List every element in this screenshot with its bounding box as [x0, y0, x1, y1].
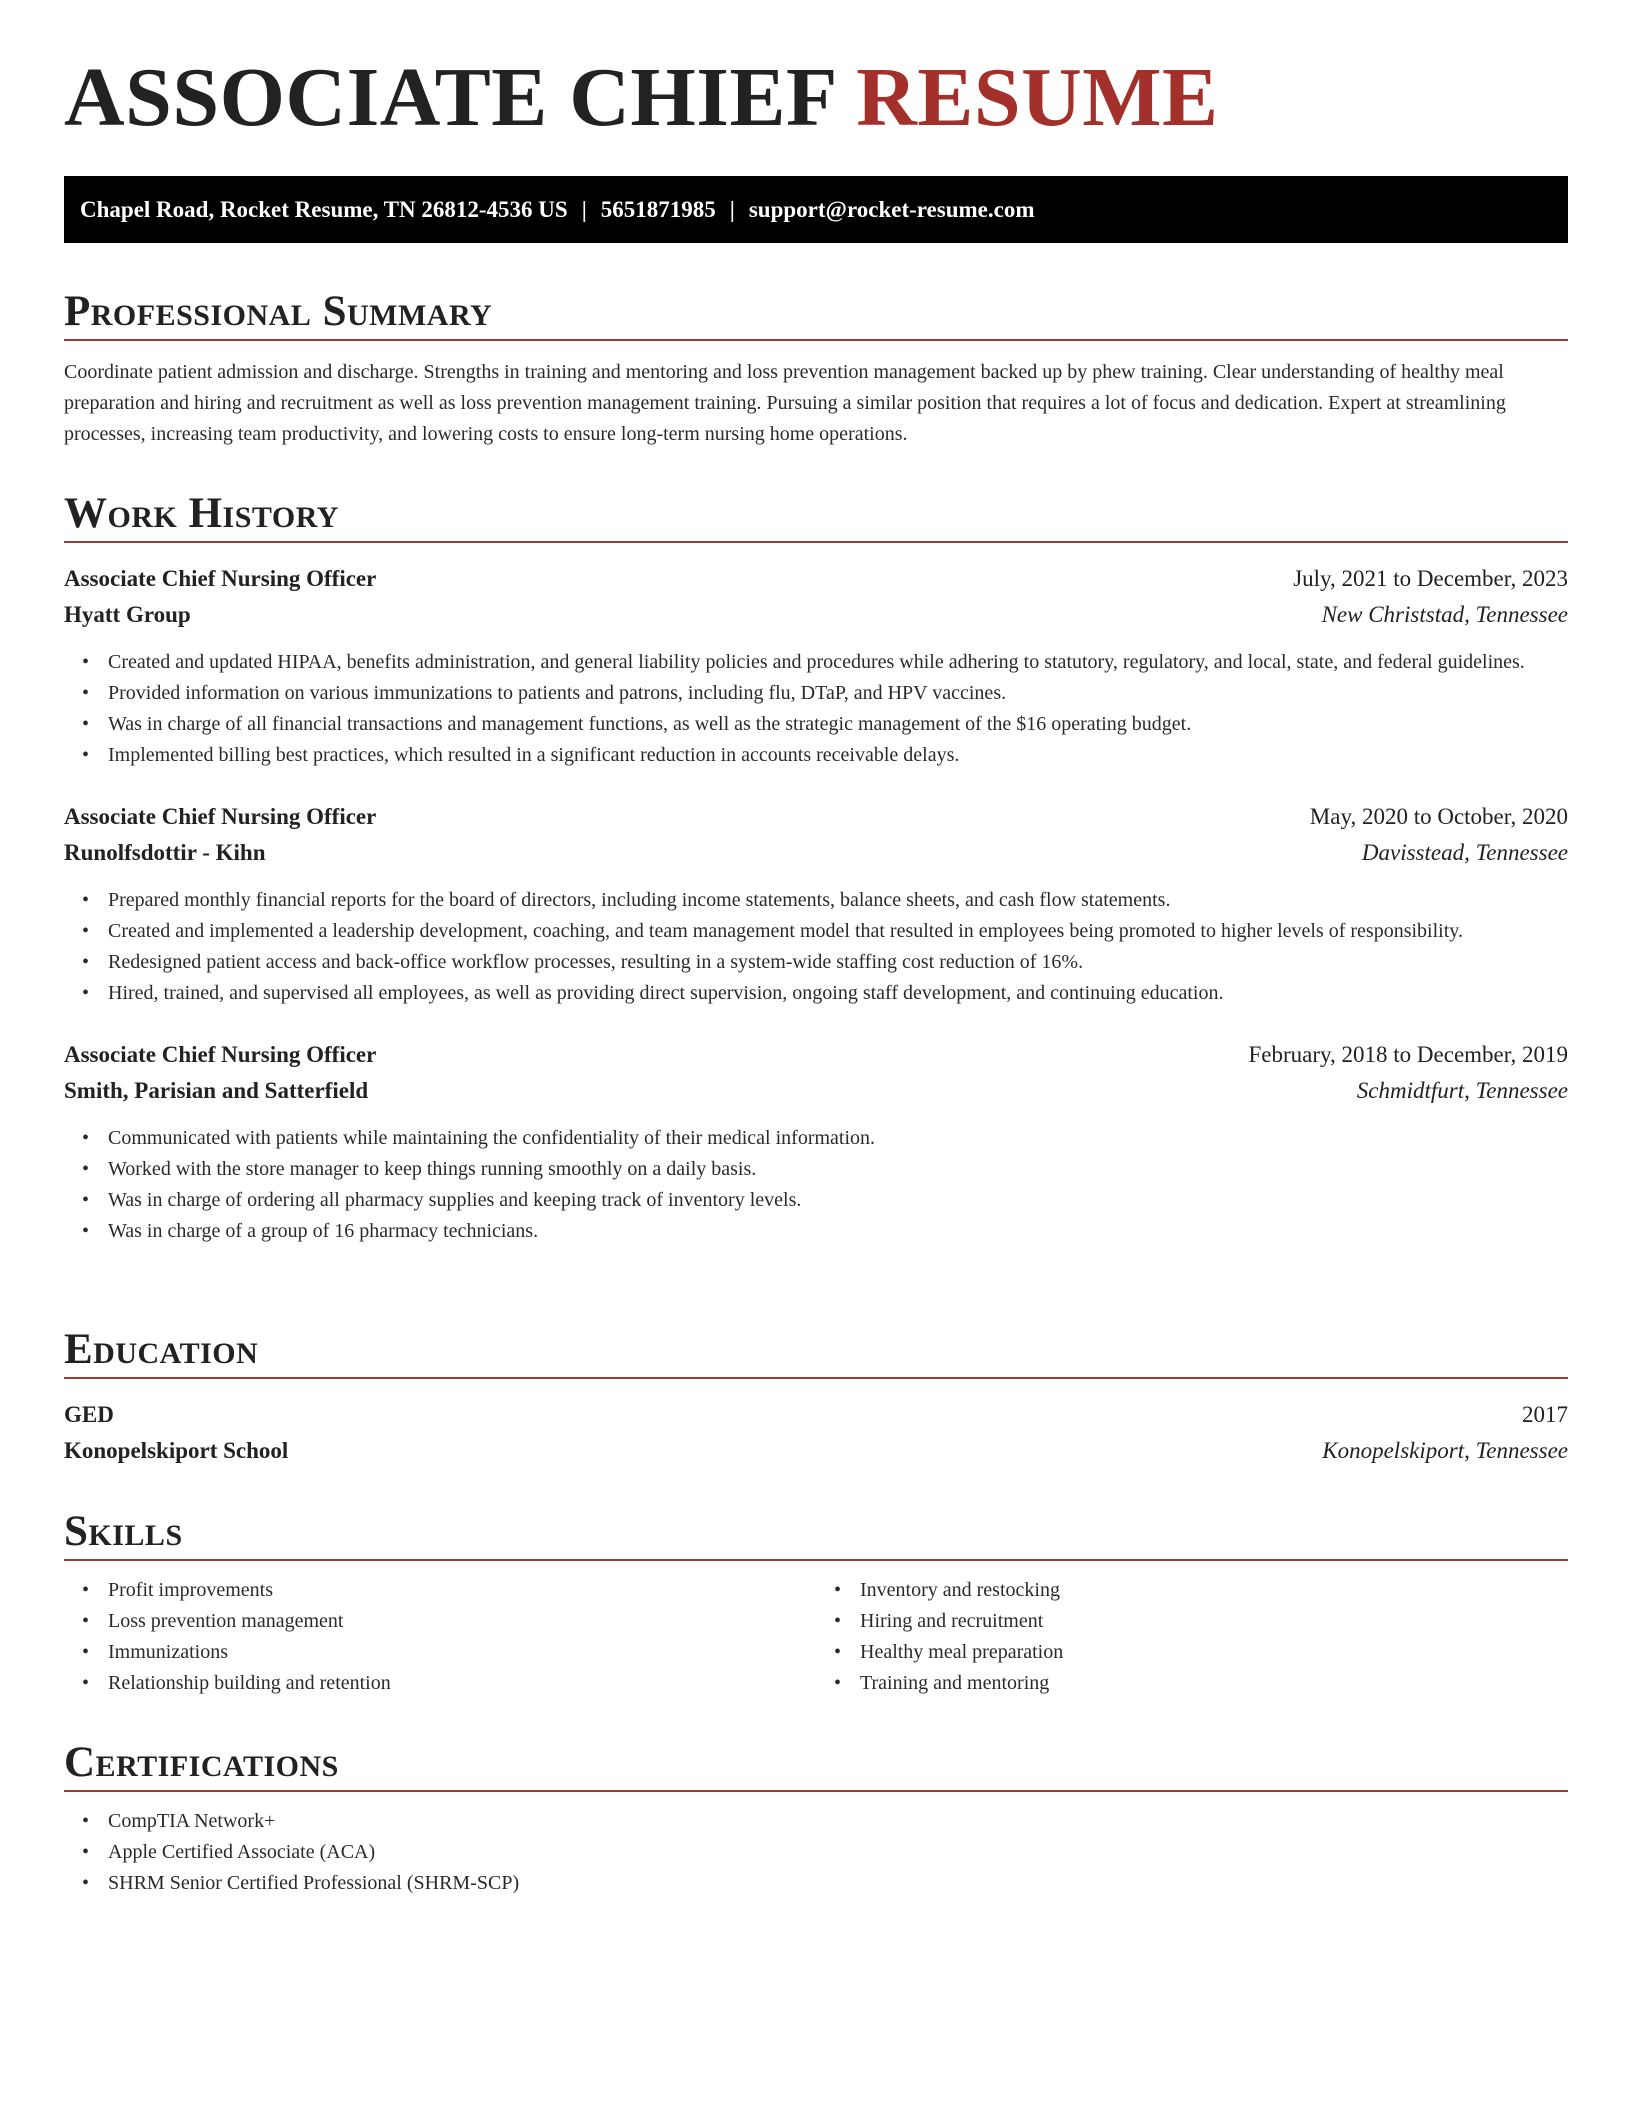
skill-item: • Immunizations	[108, 1637, 816, 1668]
certification-item: • SHRM Senior Certified Professional (SHRM-SCP)	[108, 1868, 1568, 1899]
job-entry	[64, 561, 1568, 771]
skill-item: • Loss prevention management	[108, 1606, 816, 1637]
title-main: ASSOCIATE CHIEF	[64, 51, 835, 144]
skill-item: • Profit improvements	[108, 1575, 816, 1606]
section-divider	[64, 339, 1568, 341]
summary-section	[64, 287, 1568, 450]
summary-text: Coordinate patient admission and discharge. Strengths in training and mentoring and loss prevention management backed up by phew training. Clear understanding of healthy meal preparation and hiring and recruitment as well as loss prevention management training. Pursuing a similar position that requires a lot of focus and dedication. Expert at streamlining processes, increasing team productivity, and lowering costs to ensure long-term nursing home operations.	[64, 361, 1506, 445]
certifications-list	[64, 1806, 1568, 1899]
job-bullet: • Was in charge of ordering all pharmacy supplies and keeping track of inventory levels.	[108, 1185, 1568, 1216]
job-bullet: • Created and updated HIPAA, benefits administration, and general liability policies and procedures while adhering to statutory, regulatory, and local, state, and federal guidelines.	[108, 647, 1568, 678]
certifications-section	[64, 1738, 1568, 1899]
job-dates: February, 2018 to December, 2019	[1248, 1042, 1568, 1067]
certification-item: • Apple Certified Associate (ACA)	[108, 1837, 1568, 1868]
job-bullet: • Redesigned patient access and back-office workflow processes, resulting in a system-wide staffing cost reduction of 16%.	[108, 947, 1568, 978]
section-heading: Certifications	[64, 1739, 339, 1786]
skill-item: • Healthy meal preparation	[860, 1637, 1568, 1668]
contact-separator: |	[729, 197, 735, 222]
job-header-row	[64, 561, 1568, 597]
skills-list-left	[64, 1575, 816, 1699]
job-location: Schmidtfurt, Tennessee	[1356, 1078, 1568, 1103]
contact-separator: |	[581, 197, 587, 222]
job-bullet: • Was in charge of all financial transactions and management functions, as well as the strategic management of the $16 operating budget.	[108, 709, 1568, 740]
job-bullet: • Implemented billing best practices, which resulted in a significant reduction in accounts receivable delays.	[108, 740, 1568, 771]
job-bullet: • Hired, trained, and supervised all employees, as well as providing direct supervision, ongoing staff development, and continuing education.	[108, 978, 1568, 1009]
education-school: Konopelskiport School	[64, 1438, 289, 1463]
resume-page	[64, 0, 1568, 1894]
job-bullets	[64, 1123, 1568, 1247]
education-degree: GED	[64, 1402, 114, 1427]
certification-item: • CompTIA Network+	[108, 1806, 1568, 1837]
job-bullet: • Prepared monthly financial reports for the board of directors, including income statements, balance sheets, and cash flow statements.	[108, 885, 1568, 916]
education-entry	[64, 1397, 1568, 1469]
job-company: Smith, Parisian and Satterfield	[64, 1078, 369, 1103]
job-company-row	[64, 835, 1568, 871]
job-bullet: • Communicated with patients while maintaining the confidentiality of their medical information.	[108, 1123, 1568, 1154]
skill-item: • Training and mentoring	[860, 1668, 1568, 1699]
section-divider	[64, 1377, 1568, 1379]
contact-phone[interactable]: 5651871985	[600, 197, 716, 222]
section-heading: Professional Summary	[64, 288, 493, 335]
job-location: New Christstad, Tennessee	[1321, 602, 1568, 627]
job-bullet: • Created and implemented a leadership development, coaching, and team management model that resulted in employees being promoted to higher levels of responsibility.	[108, 916, 1568, 947]
section-divider	[64, 541, 1568, 543]
section-divider	[64, 1559, 1568, 1561]
job-bullets	[64, 885, 1568, 1009]
job-header-row	[64, 799, 1568, 835]
skills-grid	[64, 1575, 1568, 1699]
skill-item: • Relationship building and retention	[108, 1668, 816, 1699]
job-bullet: • Provided information on various immunizations to patients and patrons, including flu, DTaP, and HPV vaccines.	[108, 678, 1568, 709]
resume-title	[64, 0, 1568, 144]
contact-email[interactable]: support@rocket-resume.com	[748, 197, 1035, 222]
job-company-row	[64, 1073, 1568, 1109]
work-history-section	[64, 489, 1568, 1247]
education-header-row	[64, 1397, 1568, 1433]
job-company: Hyatt Group	[64, 602, 191, 627]
job-location: Davisstead, Tennessee	[1361, 840, 1568, 865]
job-header-row	[64, 1037, 1568, 1073]
skills-section	[64, 1507, 1568, 1699]
job-company-row	[64, 597, 1568, 633]
contact-bar	[64, 176, 1568, 243]
job-company: Runolfsdottir - Kihn	[64, 840, 266, 865]
contact-address: Chapel Road, Rocket Resume, TN 26812-4536 US	[80, 197, 568, 222]
section-heading: Skills	[64, 1508, 183, 1555]
section-heading: Work History	[64, 490, 339, 537]
education-year: 2017	[1522, 1402, 1568, 1427]
job-title: Associate Chief Nursing Officer	[64, 804, 377, 829]
job-entry	[64, 799, 1568, 1009]
education-location: Konopelskiport, Tennessee	[1322, 1438, 1568, 1463]
job-bullet: • Worked with the store manager to keep things running smoothly on a daily basis.	[108, 1154, 1568, 1185]
job-title: Associate Chief Nursing Officer	[64, 566, 377, 591]
skill-item: • Inventory and restocking	[860, 1575, 1568, 1606]
title-accent: RESUME	[856, 51, 1219, 144]
skills-list-right	[816, 1575, 1568, 1699]
job-title: Associate Chief Nursing Officer	[64, 1042, 377, 1067]
job-dates: May, 2020 to October, 2020	[1309, 804, 1568, 829]
section-heading: Education	[64, 1326, 259, 1373]
education-section	[64, 1325, 1568, 1469]
education-school-row	[64, 1433, 1568, 1469]
job-dates: July, 2021 to December, 2023	[1293, 566, 1568, 591]
job-entry	[64, 1037, 1568, 1247]
job-bullets	[64, 647, 1568, 771]
skill-item: • Hiring and recruitment	[860, 1606, 1568, 1637]
section-divider	[64, 1790, 1568, 1792]
job-bullet: • Was in charge of a group of 16 pharmacy technicians.	[108, 1216, 1568, 1247]
